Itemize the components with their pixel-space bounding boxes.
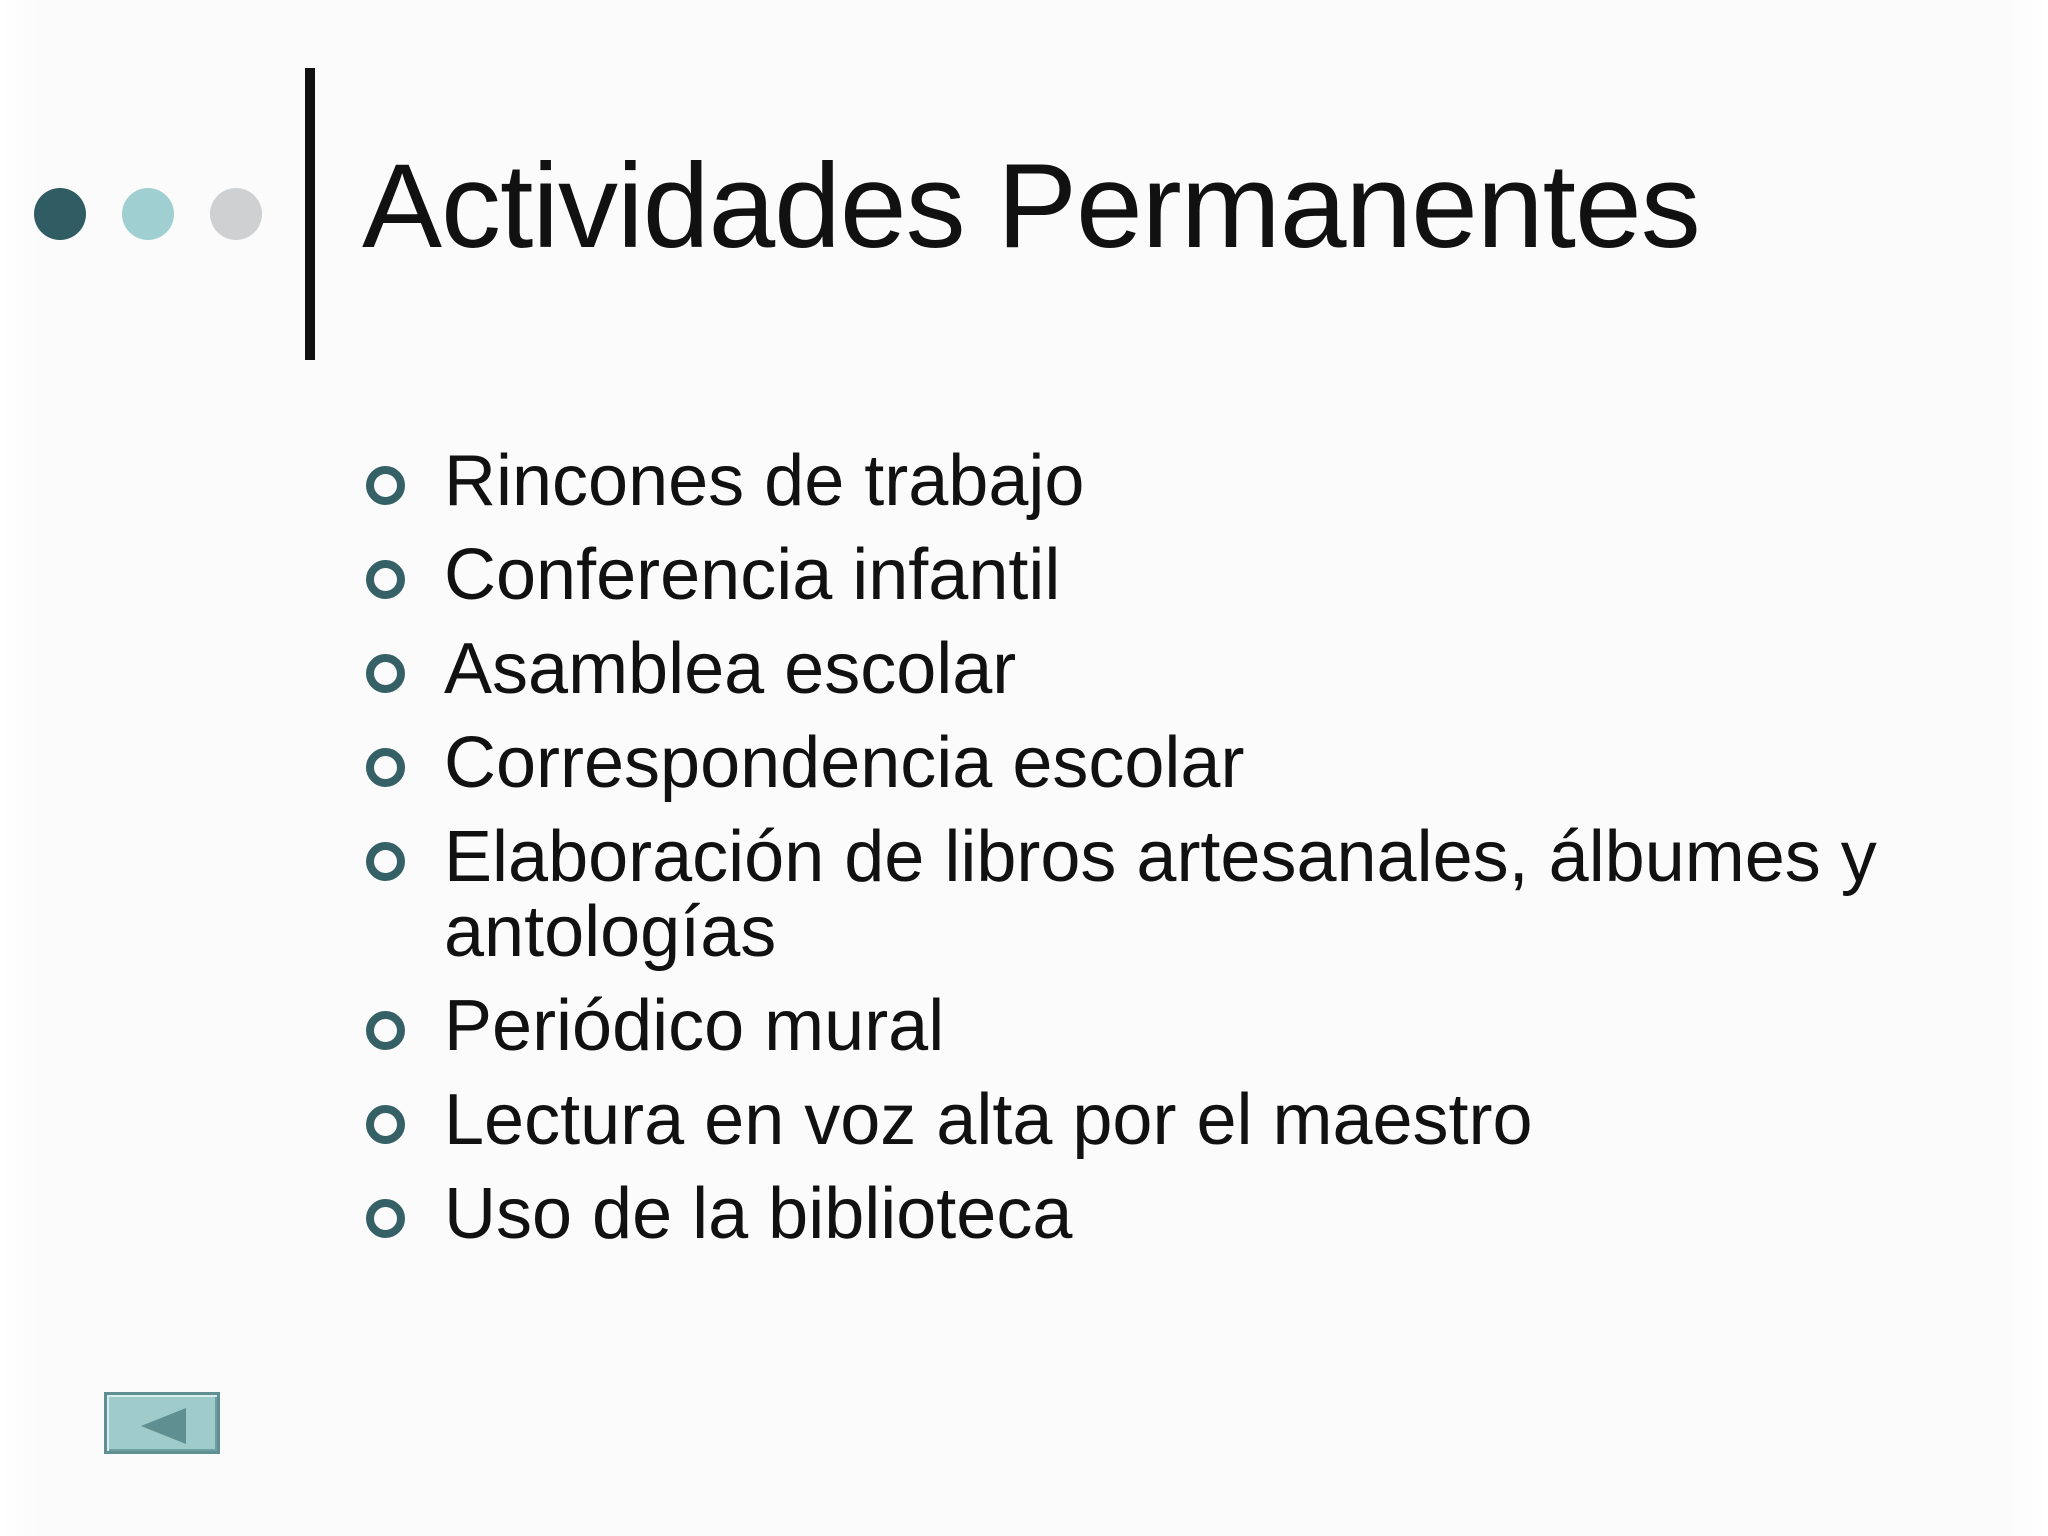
ring-bullet-icon [366, 748, 405, 787]
bullet-item-lectura [366, 1080, 1966, 1160]
bullet-text: Elaboración de libros artesanales, álbumes y antologías [444, 817, 1877, 972]
bullet-item-elaboracion [366, 817, 1966, 972]
bullet-text: Periódico mural [444, 986, 945, 1066]
previous-slide-button[interactable] [104, 1392, 220, 1454]
activity-bullet-list [366, 441, 1966, 1271]
slide-title: Actividades Permanentes [362, 139, 1700, 273]
ring-bullet-icon [366, 560, 405, 599]
light-teal-dot-icon [122, 188, 174, 240]
bullet-item-biblioteca [366, 1174, 1966, 1254]
decorative-dot-row [34, 188, 274, 244]
bullet-text: Lectura en voz alta por el maestro [444, 1080, 1533, 1160]
ring-bullet-icon [366, 1011, 405, 1050]
bullet-text: Correspondencia escolar [444, 723, 1245, 803]
bullet-item-correspondencia [366, 723, 1966, 803]
bullet-item-conferencia [366, 535, 1966, 615]
ring-bullet-icon [366, 842, 405, 881]
dark-teal-dot-icon [34, 188, 86, 240]
bullet-item-rincones [366, 441, 1966, 521]
bullet-item-periodico [366, 986, 1966, 1066]
bullet-text: Asamblea escolar [444, 629, 1017, 709]
ring-bullet-icon [366, 654, 405, 693]
ring-bullet-icon [366, 1105, 405, 1144]
bullet-text: Uso de la biblioteca [444, 1174, 1073, 1254]
bullet-text: Conferencia infantil [444, 535, 1061, 615]
bullet-item-asamblea [366, 629, 1966, 709]
bullet-text: Rincones de trabajo [444, 441, 1085, 521]
title-divider-rule [305, 68, 315, 360]
ring-bullet-icon [366, 466, 405, 505]
left-triangle-icon [141, 1408, 186, 1444]
ring-bullet-icon [366, 1199, 405, 1238]
gray-dot-icon [210, 188, 262, 240]
